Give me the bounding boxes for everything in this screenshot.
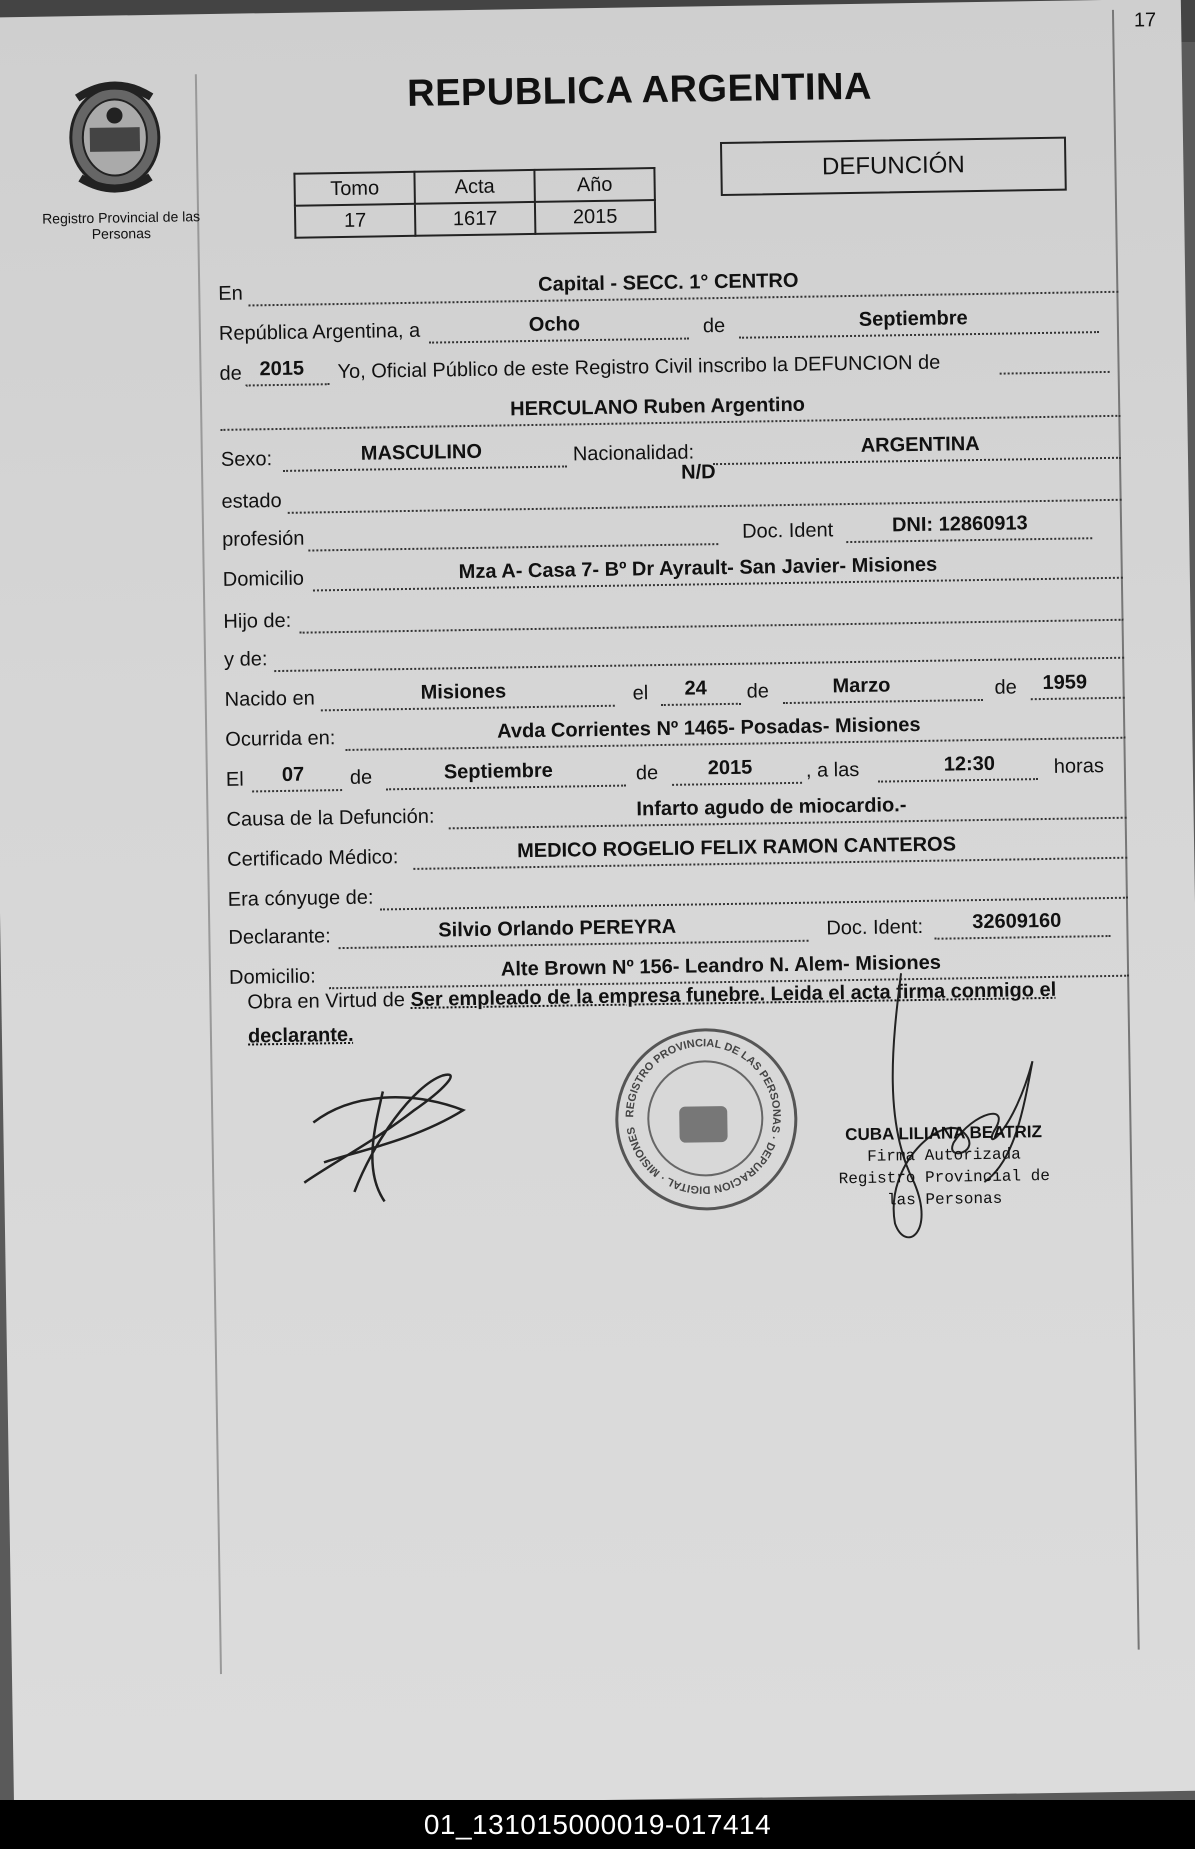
label-estado: estado xyxy=(221,489,282,513)
row-fecha-defuncion xyxy=(226,748,1126,796)
value-doc-ident: DNI: 12860913 xyxy=(891,512,1028,537)
field-hijo xyxy=(299,591,1123,634)
document-title: REPUBLICA ARGENTINA xyxy=(406,65,873,115)
label-doc-ident-2: Doc. Ident: xyxy=(826,915,924,940)
value-nac-dia: 24 xyxy=(684,677,707,700)
header-tomo: Tomo xyxy=(294,172,414,206)
field-conyuge xyxy=(380,869,1128,911)
label-nacido: Nacido en xyxy=(224,687,315,711)
label-causa: Causa de la Defunción: xyxy=(226,805,435,831)
value-def-dia: 07 xyxy=(281,763,305,786)
value-acta: 1617 xyxy=(415,202,535,236)
label-yo-text: Yo, Oficial Público de este Registro Civil inscribo la DEFUNCION de xyxy=(337,351,941,384)
row-ocurrida xyxy=(225,708,1125,756)
value-obra: Ser empleado de la empresa funebre. Leida el acta firma conmigo el declarante. xyxy=(247,978,1057,1048)
value-nacionalidad: ARGENTINA xyxy=(860,432,980,457)
value-nac-anio: 1959 xyxy=(1042,671,1088,695)
label-horas: horas xyxy=(1053,755,1105,778)
label-ocurrida: Ocurrida en: xyxy=(225,727,336,751)
value-doc-ident-2: 32609160 xyxy=(972,909,1062,934)
value-def-mes: Septiembre xyxy=(443,759,553,784)
value-tomo: 17 xyxy=(295,204,415,238)
value-causa: Infarto agudo de miocardio.- xyxy=(636,794,907,821)
scan-id-footer: 01_131015000019-017414 xyxy=(0,1800,1195,1849)
label-yde: y de: xyxy=(223,648,268,671)
row-certificado xyxy=(227,828,1127,876)
value-mes: Septiembre xyxy=(858,307,968,331)
label-de3: de xyxy=(746,680,770,703)
label-de6: de xyxy=(635,762,659,785)
label-republica: República Argentina, a xyxy=(218,319,421,345)
value-estado: N/D xyxy=(680,461,716,484)
field-yde xyxy=(274,629,1124,672)
label-hijo: Hijo de: xyxy=(223,609,292,633)
label-alas: , a las xyxy=(805,758,860,782)
svg-text:REGISTRO PROVINCIAL DE LAS PER: REGISTRO PROVINCIAL DE LAS PERSONAS · DEPURACION DIGITAL · MISIONES xyxy=(624,1037,783,1196)
left-margin-rule xyxy=(195,74,222,1674)
field-profesion xyxy=(308,515,718,551)
label-domicilio-2: Domicilio: xyxy=(228,965,316,989)
page-number: 17 xyxy=(1133,9,1157,32)
label-declarante: Declarante: xyxy=(228,925,331,949)
value-nac-mes: Marzo xyxy=(832,674,891,698)
label-profesion: profesión xyxy=(221,527,305,551)
stamp-lettering xyxy=(614,1027,793,1206)
label-nacionalidad: Nacionalidad: xyxy=(572,441,695,466)
row-domicilio xyxy=(223,548,1123,596)
label-el: el xyxy=(632,682,649,705)
document-type-box: DEFUNCIÓN xyxy=(720,137,1067,196)
label-de1: de xyxy=(702,314,726,338)
signer-org: Registro Provincial de las Personas xyxy=(838,1166,1051,1210)
value-ocurrida: Avda Corrientes Nº 1465- Posadas- Misiones xyxy=(497,713,921,743)
value-sexo: MASCULINO xyxy=(360,440,483,465)
label-certificado: Certificado Médico: xyxy=(227,846,399,871)
value-nombre: HERCULANO Ruben Argentino xyxy=(509,393,806,421)
label-de2: de xyxy=(219,362,242,385)
row-causa xyxy=(226,788,1126,836)
value-dia: Ocho xyxy=(528,313,581,337)
label-sexo: Sexo: xyxy=(220,448,273,471)
label-en: En xyxy=(218,282,243,305)
value-en: Capital - SECC. 1° CENTRO xyxy=(538,269,799,296)
value-def-anio: 2015 xyxy=(707,756,753,780)
value-anio: 2015 xyxy=(535,200,655,234)
tomo-acta-table xyxy=(293,167,656,239)
provincia-misiones-seal-icon xyxy=(59,77,171,197)
value-domicilio: Mza A- Casa 7- Bº Dr Ayrault- San Javier- Misiones xyxy=(458,553,938,584)
field-after-yo xyxy=(999,343,1109,375)
value-def-hora: 12:30 xyxy=(943,752,996,776)
row-nacido xyxy=(224,668,1124,716)
row-sexo xyxy=(221,428,1121,476)
label-el2: El xyxy=(225,768,244,791)
label-conyuge: Era cónyuge de: xyxy=(227,886,374,911)
row-nombre xyxy=(220,386,1120,434)
declarante-signature xyxy=(292,1050,474,1213)
value-domicilio-2: Alte Brown Nº 156- Leandro N. Alem- Misiones xyxy=(500,951,942,981)
value-anio: 2015 xyxy=(259,357,305,381)
registro-label: Registro Provincial de las Personas xyxy=(41,208,201,242)
value-certificado: MEDICO ROGELIO FELIX RAMON CANTEROS xyxy=(516,833,957,863)
label-domicilio: Domicilio xyxy=(222,567,305,591)
signer-role: Firma Autorizada xyxy=(866,1145,1021,1166)
label-de5: de xyxy=(349,766,373,789)
value-nacido: Misiones xyxy=(420,680,507,704)
header-acta: Acta xyxy=(414,170,534,204)
label-obra: Obra en Virtud de xyxy=(247,989,406,1014)
header-anio: Año xyxy=(534,168,654,202)
label-de4: de xyxy=(994,676,1018,699)
signature-block xyxy=(823,1121,1064,1213)
row-anio xyxy=(219,342,1119,390)
label-doc-ident: Doc. Ident xyxy=(741,519,834,543)
row-fecha xyxy=(219,302,1119,350)
signer-name: CUBA LILIANA BEATRIZ xyxy=(845,1122,1043,1145)
value-declarante: Silvio Orlando PEREYRA xyxy=(438,915,677,942)
row-en xyxy=(218,262,1118,310)
